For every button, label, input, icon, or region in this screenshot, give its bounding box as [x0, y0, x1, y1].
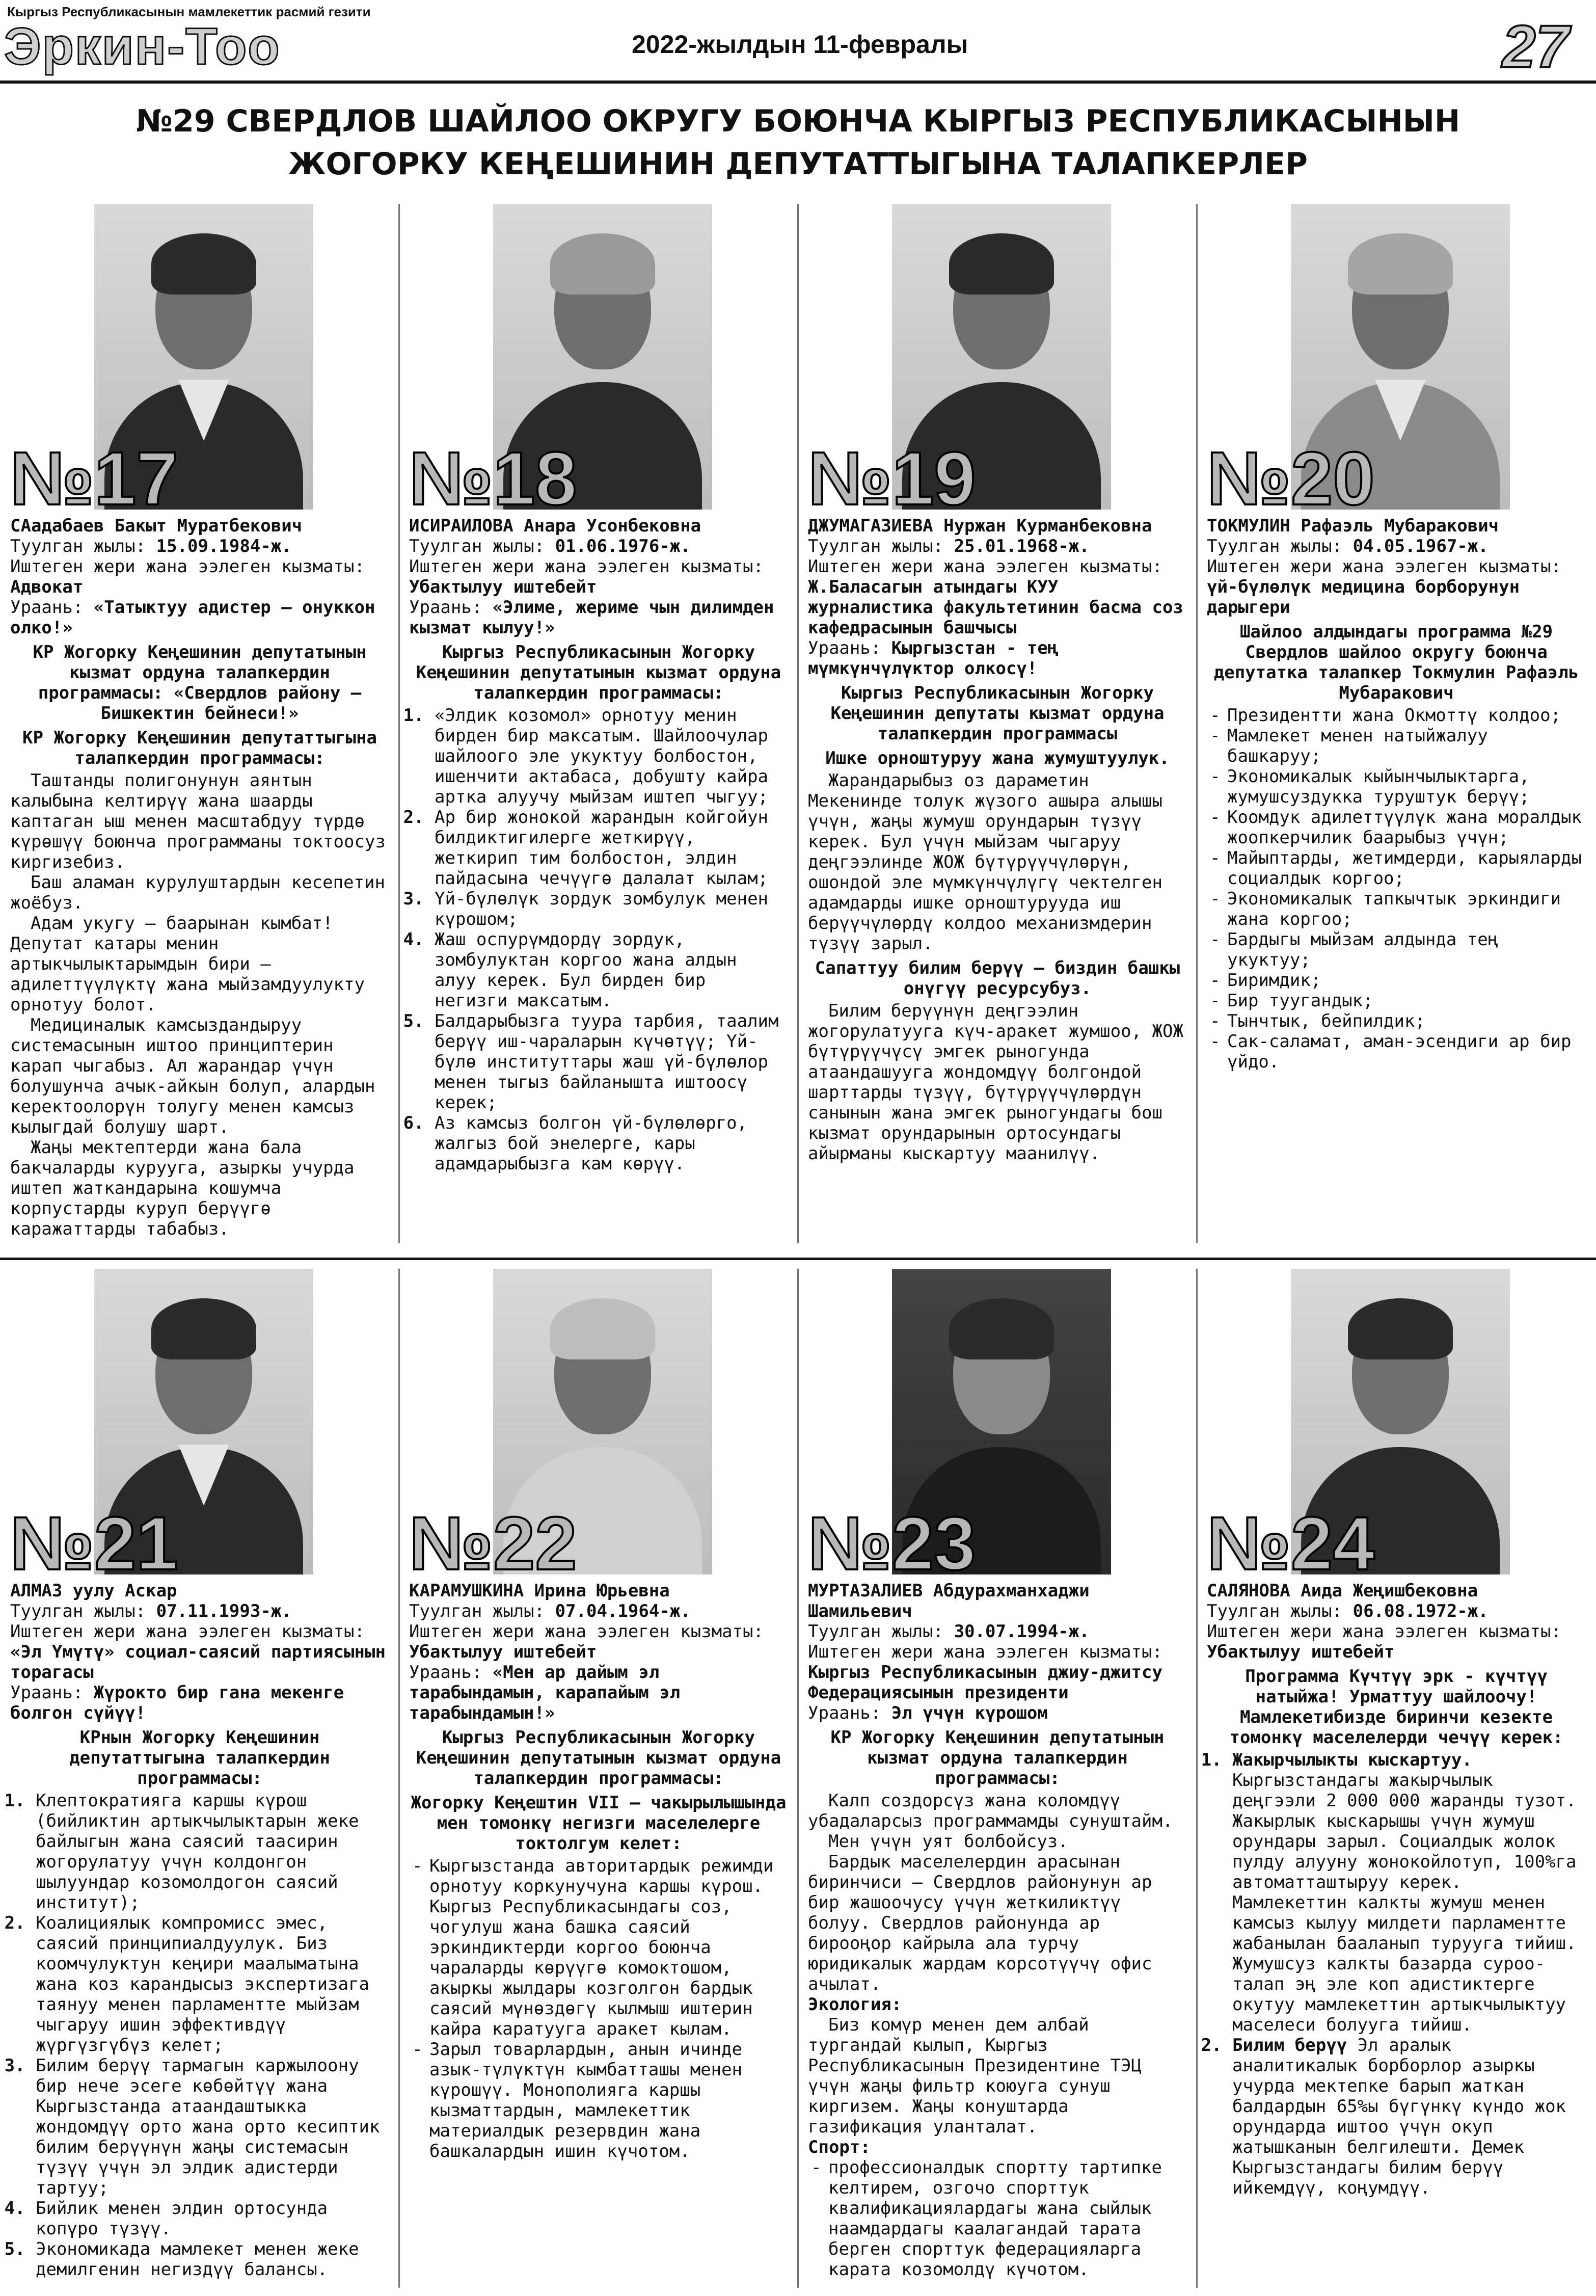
program-title: Кыргыз Республикасынын Жогорку Кеңешинин депутаты кызмат ордуна талапкердин программасы: [830, 683, 1165, 744]
candidate-info: [808, 1581, 1187, 2280]
birth-date: 30.07.1994-ж.: [954, 1621, 1090, 1642]
candidate-info: [10, 516, 389, 1239]
program-paragraph: Калп создорсүз жана коломдүү убадаларсыз программамды сунуштайм.: [808, 1791, 1173, 1831]
program-list: [1207, 1750, 1586, 2198]
born-label: Туулган жылы:: [808, 1621, 944, 1642]
birth-date: 01.06.1976-ж.: [555, 536, 691, 556]
birth-date: 04.05.1967-ж.: [1352, 536, 1489, 556]
slogan: «Татыктуу адистер – онуккон олко!»: [10, 597, 375, 638]
program-paragraph: Мен үчүн уят болбойсуз.: [828, 1831, 1068, 1852]
work-label: Иштеген жери жана ээлеген кызматы:: [10, 1621, 365, 1642]
program-list: [409, 705, 788, 1174]
work-label: Иштеген жери жана ээлеген кызматы:: [10, 556, 365, 577]
born-label: Туулган жылы:: [808, 536, 944, 556]
work-value: Ж.Баласагын атындагы КУУ журналистика факультетинин басма соз кафедрасынын башчысы: [808, 577, 1183, 638]
section-text: Жарандарыбыз оз дараметин Мекенинде толук жүзого ашыра алышы үчүн, жаңы жумуш орундарын түзүү керек. Бул үчүн мыйзам чыгаруу деңгээлинде ЖОЖ бүтүрүүчүлөрүн, ошондой эле мүмкүнчүлүгү чектелген адамдарды ишке орноштурууда иш берүүчүлөрдү колдоо механизмдерин түзүү зарыл.: [808, 770, 1162, 954]
candidate-name: МУРТАЗАЛИЕВ Абдурахманхаджи Шамильевич: [808, 1581, 1090, 1621]
program-title: Кыргыз Республикасынын Жогорку Кеңешинин депутатынын кызмат ордуна талапкердин программасы:: [416, 642, 781, 703]
list-item: - Бардыгы мыйзам алдында тең укуктуу;: [1227, 929, 1586, 970]
list-item: - Бир туугандык;: [1227, 991, 1586, 1011]
section-title: Сапаттуу билим берүү – биздин башкы онүгүү ресурсубуз.: [815, 958, 1180, 999]
list-item: - Мамлекет менен натыйжалуу башкаруу;: [1227, 726, 1586, 766]
column-divider: [1196, 1269, 1198, 2288]
candidate-name: КАРАМУШКИНА Ирина Юрьевна: [409, 1581, 670, 1601]
slogan: «Элиме, жериме чын дилимден кызмат кылуу!»: [409, 597, 774, 638]
candidate-number: №24: [1207, 1502, 1375, 1586]
program-paragraph: Таштанды полигонунун аянтын калыбына келтирүү жана шаарды каптаган ыш менен масштабдуу түрдө күрөшүү боюнча программаны токтоосуз киргизебиз.: [10, 770, 386, 872]
program-list: [1207, 705, 1586, 1072]
list-item: 5. Экономикада мамлекет менен жеке демилгенин негиздүү балансы.: [36, 2239, 389, 2280]
list-item: - Зарыл товарлардын, анын ичинде азык-түлүктүн кымбатташы менен күрошүү. Монополияга каршы кызматтардын, мамлекеттик материалдык резервдин жана башкалардын ишин күчотом.: [429, 2039, 788, 2161]
headline-line-2: ЖОГОРКУ КЕҢЕШИНИН ДЕПУТАТТЫГЫНА ТАЛАПКЕРЛЕР: [288, 146, 1308, 182]
candidate-name: ИСИРАИЛОВА Анара Усонбековна: [409, 516, 701, 536]
list-item: 1. «Элдик козомол» орнотуу менин бирден бир максатым. Шайлоочулар шайлоого эле укуктуу болбостон, ишенчити актабаса, добушту кайра артка алуучу мыйзам иштеп чыгуу;: [435, 705, 788, 807]
candidate-card-18: [399, 204, 798, 1253]
work-value: Кыргыз Республикасынын джиу-джитсу Федерациясынын президенти: [808, 1662, 1162, 1703]
section-title: Ишке орноштуруу жана жумуштуулук.: [825, 748, 1170, 768]
slogan-label: Ураань:: [10, 1683, 84, 1703]
birth-date: 25.01.1968-ж.: [954, 536, 1090, 556]
slogan: Эл үчүн күрошом: [891, 1703, 1048, 1723]
program-list: [10, 1791, 389, 2280]
born-label: Туулган жылы:: [10, 1601, 146, 1621]
ecology-title: Экология:: [808, 1994, 902, 2015]
headline-line-1: №29 СВЕРДЛОВ ШАЙЛОО ОКРУГУ БОЮНЧА КЫРГЫЗ РЕСПУБЛИКАСЫНЫН: [136, 103, 1460, 139]
page-number: 27: [1502, 13, 1569, 81]
candidate-info: [409, 1581, 788, 2161]
list-item: - Коомдук адилеттүүлүк жана моралдык жоопкерчилик баарыбыз үчүн;: [1227, 807, 1586, 848]
newspaper-logo: Эркин-Тоо: [4, 17, 281, 75]
section-text: Билим берүүнүн деңгээлин жогорулатууга күч-аракет жумшоо, ЖОЖ бүтүрүүчүсү эмгек рыногунда атаандашууга жондомдүү болгондой шарттарды түзүү, бүтүрүүчүлөрдүн санынын жана эмгек рыногундагы бош кызмат орундарынын ортосундагы айырманы кыскартуу маанилүү.: [808, 1001, 1183, 1164]
candidate-name: ТОКМУЛИН Рафаэль Мубаракович: [1207, 516, 1499, 536]
work-value: «Эл Үмүтү» социал-саясий партиясынын торагасы: [10, 1642, 386, 1683]
program-title: КР Жогорку Кеңешинин депутатынын кызмат ордуна талапкердин программасы:: [830, 1727, 1165, 1788]
slogan-label: Ураань:: [808, 638, 881, 658]
slogan-label: Ураань:: [409, 597, 482, 618]
program-paragraph: Медициналык камсыздандыруу системасынын иштоо принциптерин карап чыгабыз. Ал жарандар үчүн болушунча ачык-айкын болуп, алардын керектоолорүн толугу менен камсыз кылыгдай болушу шарт.: [10, 1015, 375, 1137]
work-value: Убактылуу иштебейт: [1207, 1642, 1395, 1662]
list-item: - Биримдик;: [1227, 970, 1586, 991]
list-item: 1. Клептократияга каршы күрош (бийликтин артыкчылыктарын жеке байлыгын жана саясий таасирин жогорулатуу үчүн колдонгон шылуундар козомолдогон саясий институт);: [36, 1791, 389, 1913]
work-label: Иштеген жери жана ээлеген кызматы:: [1207, 556, 1561, 577]
program-title: КРнын Жогорку Кеңешинин депутаттыгына талапкердин программасы:: [69, 1727, 330, 1788]
candidate-card-22: [399, 1269, 798, 2293]
work-label: Иштеген жери жана ээлеген кызматы:: [409, 556, 764, 577]
program-list: [409, 1856, 788, 2161]
slogan-label: Ураань:: [409, 1662, 482, 1683]
list-item: - Кыргызстанда авторитардык режимди орнотуу коркунучуна каршы күрош. Кыргыз Республикасындагы соз, чогулуш жана башка саясий эркиндиктерди коргоо боюнча чараларды көрүүгө комоктошом, акыркы жылдары козголгон бардык саясий мүнөздөгү кылмыш иштерин кайра каратууга аракет кылам.: [429, 1856, 788, 2039]
work-label: Иштеген жери жана ээлеген кызматы:: [409, 1621, 764, 1642]
candidate-number: №19: [808, 437, 976, 521]
item-title: Билим берүү: [1232, 2035, 1347, 2055]
birth-date: 07.11.1993-ж.: [156, 1601, 292, 1621]
item-text: Эл аралык аналитикалык борборлор азыркы учурда мектепке барып жаткан балдардын 65%ы бүгүнкү күндо жок орундарда иштоо үчүн окуп жатышканын белгилешти. Демек Кыргызстандагы билим берүү ийкемдүү, коңумдүү.: [1232, 2035, 1566, 2198]
candidate-info: [808, 516, 1187, 1164]
born-label: Туулган жылы:: [409, 1601, 545, 1621]
slogan: Жүрокто бир гана мекенге болгон сүйүү!: [10, 1683, 344, 1723]
list-item: 2. Ар бир жонокой жарандын койгойун билдиктигилерге жеткирүү, жеткирип тим болбостон, элдин пайдасына чечүүгө далалат кылам;: [435, 807, 788, 889]
work-label: Иштеген жери жана ээлеген кызматы:: [808, 556, 1162, 577]
row-divider: [0, 1258, 1596, 1260]
column-divider: [797, 1269, 799, 2288]
program-paragraph: Адам укугу – баарынан кымбат! Депутат катары менин артыкчылыктарымдын бири – адилеттүүлүктү жана мыйзамдуулукту орнотуу болот.: [10, 913, 365, 1015]
work-label: Иштеген жери жана ээлеген кызматы:: [1207, 1621, 1561, 1642]
list-item: 3. Билим берүү тармагын каржылоону бир нече эсеге көбөйтүү жана Кыргызстанда атаандаштыкка жондомдүү орто жана орто кесиптик билим берүүнүн жаңы системасын түзүү үчүн эл элдик адистерди тартуу;: [36, 2055, 389, 2198]
candidate-number: №22: [409, 1502, 577, 1586]
born-label: Туулган жылы:: [1207, 1601, 1343, 1621]
work-value: Убактылуу иштебейт: [409, 1642, 597, 1662]
list-item: [1232, 1750, 1586, 2035]
birth-date: 15.09.1984-ж.: [156, 536, 292, 556]
page-headline: [0, 100, 1596, 185]
column-divider: [1196, 204, 1198, 1243]
slogan: Кыргызстан - тең мүмкүнчүлүктор олкосү!: [808, 638, 1059, 679]
candidate-name: ДЖУМАГАЗИЕВА Нуржан Курманбековна: [808, 516, 1152, 536]
masthead-divider: [0, 81, 1596, 84]
list-item: 2. Коалициялык компромисс эмес, саясий принципиалдуулук. Биз коомчулуктун кеңири маалыматына жана коз карандысыз экспертизага таянуу менен парламентте мыйзам чыгаруу ишин эффективдүү жүргүзгүбүз келет;: [36, 1913, 389, 2055]
candidate-card-20: [1197, 204, 1596, 1253]
list-item: - Тынчтык, бейпилдик;: [1227, 1011, 1586, 1031]
list-item: 3. Үй-бүлөлүк зордук зомбулук менен күрошом;: [435, 889, 788, 929]
candidate-card-21: [0, 1269, 399, 2293]
work-value: Адвокат: [10, 577, 84, 597]
candidate-card-17: [0, 204, 399, 1253]
list-item: - профессионалдык спортту тартипке келтирем, озгочо спорттук квалификациялардагы жана сыйлык наамдардагы каалагандай тарата берген спорттук федерацияларга карата козомолдү күчотом.: [828, 2157, 1187, 2280]
masthead-subtitle: Кыргыз Республикасынын мамлекеттик расмий гезити: [7, 4, 371, 19]
born-label: Туулган жылы:: [409, 536, 545, 556]
issue-date: 2022-жылдын 11-февралы: [632, 30, 968, 59]
program-paragraph: Баш аламан курулуштардын кесепетин жоёбуз.: [10, 872, 385, 913]
slogan-label: Ураань:: [808, 1703, 881, 1723]
born-label: Туулган жылы:: [10, 536, 146, 556]
slogan: «Мен ар дайым эл тарабындамын, карапайым эл тарабындамын!»: [409, 1662, 681, 1723]
column-divider: [398, 204, 400, 1243]
program-title: Кыргыз Республикасынын Жогорку Кеңешинин депутатынын кызмат ордуна талапкердин программасы:: [416, 1727, 781, 1788]
list-item: - Майыптарды, жетимдерди, карыяларды социалдык коргоо;: [1227, 848, 1586, 889]
birth-date: 07.04.1964-ж.: [555, 1601, 691, 1621]
list-item: - Экономикалык кыйынчылыктарга, жумушсуздукка туруштук берүү;: [1227, 766, 1586, 807]
candidate-number: №17: [10, 437, 178, 521]
list-item: 5. Балдарыбызга туура тарбия, таалим берүү иш-чараларын күчөтүү; Үй-бүлө институттары жаш үй-бүлөлор менен тыгыз байланышта иштоосү керек;: [435, 1011, 788, 1113]
column-divider: [398, 1269, 400, 2288]
list-item: - Президентти жана Окмоттү колдоо;: [1227, 705, 1586, 726]
column-divider: [797, 204, 799, 1243]
list-item: 4. Бийлик менен элдин ортосунда копүро түзүү.: [36, 2198, 389, 2239]
item-text: Кыргызстандагы жакырчылык деңгээли 2 000 000 жаранды тузот. Жакырлык кыскарышы үчүн жумуш орундары зарыл. Социалдык жолок пулду алууну жонокойлотуп, 100%га автоматташтыруу керек. Мамлекеттин калкты жумуш менен камсыз кылуу милдети парламентте жабанылан бааланып турууга тийиш. Жумушсуз калкты базарда суроо-талап эң эле коп адистиктерге окутуу мамлекеттин артыкчылыктуу маселеси болууга тийиш.: [1232, 1770, 1577, 2035]
born-label: Туулган жылы:: [1207, 536, 1343, 556]
candidate-card-24: [1197, 1269, 1596, 2293]
candidate-number: №18: [409, 437, 577, 521]
list-item: - Экономикалык тапкычтык эркиндиги жана коргоо;: [1227, 889, 1586, 929]
program-title: Шайлоо алдындагы программа №29 Свердлов шайлоо округу боюнча депутатка талапкер Токмулин Рафаэль Мубаракович: [1213, 622, 1579, 703]
sport-title: Спорт:: [808, 2137, 871, 2157]
candidate-info: [409, 516, 788, 1174]
candidate-number: №21: [10, 1502, 178, 1586]
work-value: Убактылуу иштебейт: [409, 577, 597, 597]
masthead: [0, 0, 1596, 82]
birth-date: 06.08.1972-ж.: [1352, 1601, 1489, 1621]
work-value: үй-бүлөлүк медицина борборунун дарыгери: [1207, 577, 1520, 618]
candidate-number: №23: [808, 1502, 976, 1586]
sport-list: [808, 2157, 1187, 2280]
program-paragraph: Бардык маселелердин арасынан биринчиси – Свердлов районунун ар бир жашоочусу үчүн жеткиликтүү болуу. Свердлов районунда ар бирооңор кайрыла ала турчу юридикалык жардам корсотүүчү офис ачылат.: [808, 1852, 1152, 1994]
section-title: Жогорку Кеңештин VII – чакырылышында мен томонкү негизги маселелерге токтолгум келет:: [411, 1793, 787, 1854]
item-title: Жакырчылыкты кыскартуу.: [1232, 1750, 1472, 1770]
candidate-name: САадабаев Бакыт Муратбекович: [10, 516, 303, 536]
candidate-info: [1207, 516, 1586, 1072]
list-item: 6. Аз камсыз болгон үй-бүлөлөрго, жалгыз бой энелерге, кары адамдарыбызга кам көрүү.: [435, 1113, 788, 1174]
candidate-name: АЛМАЗ уулу Аскар: [10, 1581, 177, 1601]
program-title: КР Жогорку Кеңешинин депутатынын кызмат ордуна талапкердин программасы: «Свердлов району – Бишкектин бейнеси!»: [33, 642, 367, 724]
work-label: Иштеген жери жана ээлеген кызматы:: [808, 1642, 1162, 1662]
candidate-number: №20: [1207, 437, 1375, 521]
program-paragraph: Жаңы мектептерди жана бала бакчаларды курууга, азыркы учурда иштеп жаткандарына кошумча корпустарды куруп берүүгө каражаттарды табабыз.: [10, 1137, 355, 1239]
ecology-text: Биз комүр менен дем албай тургандай кылып, Кыргыз Республикасынын Президентине ТЭЦ үчүн жаңы фильтр коюуга сунуш киргизем. Жаңы конуштарда газификация уланталат.: [808, 2015, 1142, 2137]
program-subtitle: КР Жогорку Кеңешинин депутаттыгына талапкердин программасы:: [22, 728, 377, 768]
candidate-card-23: [798, 1269, 1197, 2293]
list-item: - Сак-саламат, аман-эсендиги ар бир үйдо.: [1227, 1031, 1586, 1072]
candidate-info: [1207, 1581, 1586, 2198]
slogan-label: Ураань:: [10, 597, 84, 618]
candidate-name: САЛЯНОВА Аида Жеңишбековна: [1207, 1581, 1478, 1601]
list-item: [1232, 2035, 1586, 2198]
list-item: 4. Жаш оспурүмдордү зордук, зомбулуктан коргоо жана алдын алуу керек. Бул бирден бир негизги максатым.: [435, 929, 788, 1011]
candidate-card-19: [798, 204, 1197, 1253]
program-title: Программа Күчтүү эрк - күчтүү натыйжа! Урматтуу шайлоочу! Мамлекетибизде биринчи кезекте томонкү маселелерди чечүү керек:: [1229, 1666, 1563, 1748]
candidate-info: [10, 1581, 389, 2280]
